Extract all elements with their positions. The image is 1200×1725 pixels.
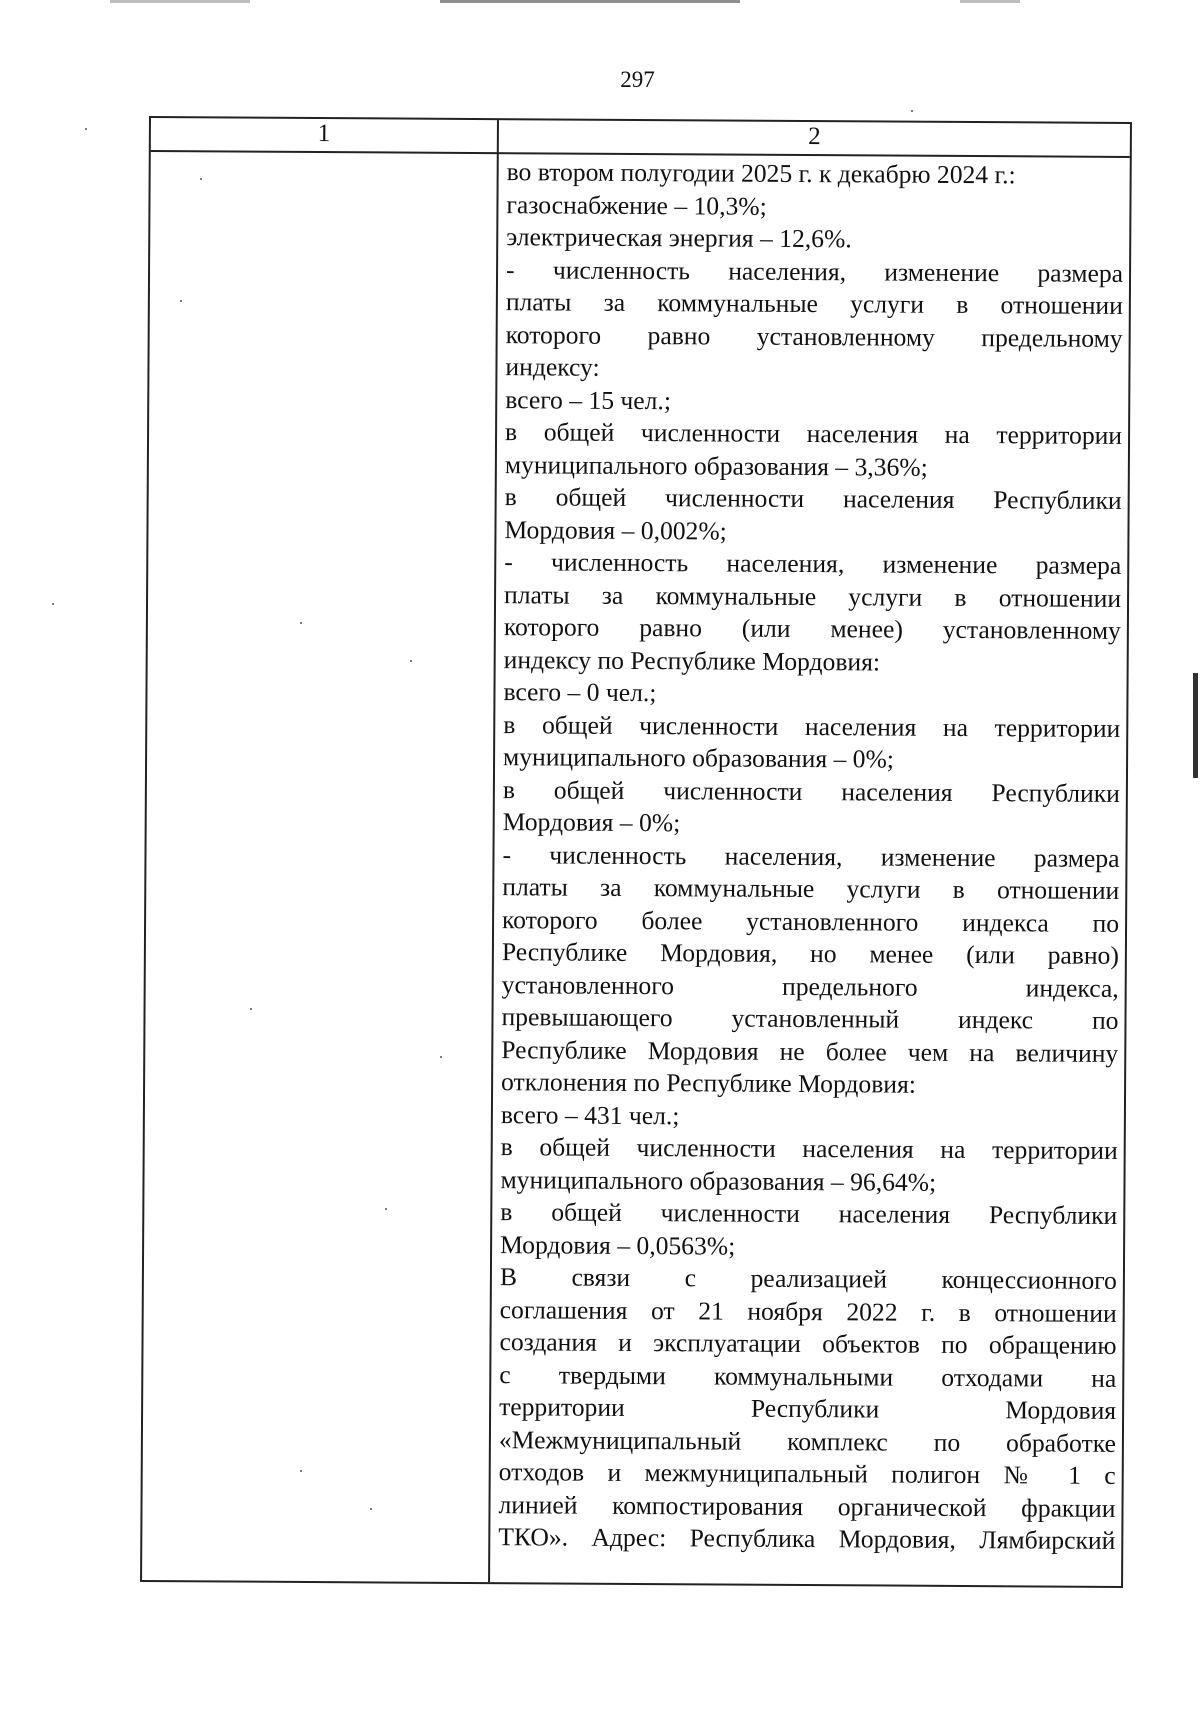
text-line: Республике Мордовия, но менее (или равно): [501, 937, 1119, 970]
text-line: В связи с реализацией концессионного: [499, 1262, 1117, 1295]
text-line: платы за коммунальные услуги в отношении: [503, 579, 1122, 613]
scan-right-edge-mark: [1193, 673, 1198, 778]
text-line: с твердыми коммунальными отходами на: [499, 1359, 1117, 1393]
page-number: 297: [620, 67, 655, 92]
text-line: превышающего установленный индекс по: [501, 1002, 1119, 1035]
table-cell-column-1: [142, 152, 497, 1582]
text-line: Мордовия – 0%;: [502, 807, 681, 838]
text-line: электрическая энергия – 12,6%.: [506, 222, 852, 254]
text-line: платы за коммунальные услуги в отношении: [505, 287, 1123, 320]
text-line: соглашения от 21 ноября 2022 г. в отношении: [499, 1294, 1117, 1328]
text-line: линией компостирования органической фракции: [498, 1489, 1116, 1523]
text-line: - численность населения, изменение размера: [504, 547, 1122, 580]
text-line: которого равно установленному предельному: [505, 319, 1123, 353]
text-line: «Межмуниципальный комплекс по обработке: [498, 1424, 1117, 1458]
column-header-2: 2: [808, 123, 821, 151]
text-line: которого равно (или менее) установленному: [503, 612, 1121, 645]
text-line: платы за коммунальные услуги в отношении: [502, 872, 1120, 905]
column-header-1: 1: [317, 120, 331, 148]
text-line: муниципального образования – 3,36%;: [504, 449, 928, 482]
text-line: во втором полугодии 2025 г. к декабрю 2024 г.:: [506, 157, 1016, 190]
text-line: муниципального образования – 0%;: [503, 742, 895, 774]
text-line: Мордовия – 0,0563%;: [500, 1229, 736, 1261]
content-table: [140, 116, 1132, 1588]
text-line: территории Республики Мордовия: [499, 1392, 1117, 1425]
table-cell-column-2: [498, 156, 1124, 1586]
scan-top-edge-marks: [0, 0, 1200, 6]
text-line: газоснабжение – 10,3%;: [506, 189, 767, 221]
text-line: - численность населения, изменение размера: [502, 839, 1120, 873]
text-line: - численность населения, изменение размера: [505, 254, 1124, 288]
text-line: в общей численности населения на территории: [500, 1132, 1118, 1165]
text-line: в общей численности населения на территории: [504, 417, 1123, 450]
text-line: в общей численности населения Республики: [504, 482, 1122, 515]
text-line: отклонения по Республике Мордовия:: [501, 1067, 917, 1099]
text-line: которого более установленного индекса по: [502, 904, 1120, 938]
text-line: всего – 431 чел.;: [500, 1099, 680, 1130]
text-line: Республике Мордовия не более чем на величину: [501, 1034, 1119, 1068]
text-line: всего – 0 чел.;: [503, 677, 657, 708]
text-line: в общей численности населения Республики: [502, 774, 1120, 808]
text-line: установленного предельного индекса,: [501, 969, 1119, 1003]
text-line: индексу:: [505, 352, 600, 382]
text-line: в общей численности населения Республики: [500, 1197, 1118, 1230]
text-line: индексу по Республике Мордовия:: [503, 644, 881, 676]
text-line: отходов и межмуниципальный полигон № 1 с: [498, 1457, 1116, 1490]
text-line: всего – 15 чел.;: [505, 384, 672, 415]
text-line: муниципального образования – 96,64%;: [500, 1164, 937, 1197]
text-line: Мордовия – 0,002%;: [504, 514, 727, 546]
text-line: ТКО». Адрес: Республика Мордовия, Лямбирский: [498, 1522, 1116, 1555]
text-line: в общей численности населения на территории: [503, 709, 1121, 743]
text-line: создания и эксплуатации объектов по обращению: [499, 1327, 1117, 1360]
